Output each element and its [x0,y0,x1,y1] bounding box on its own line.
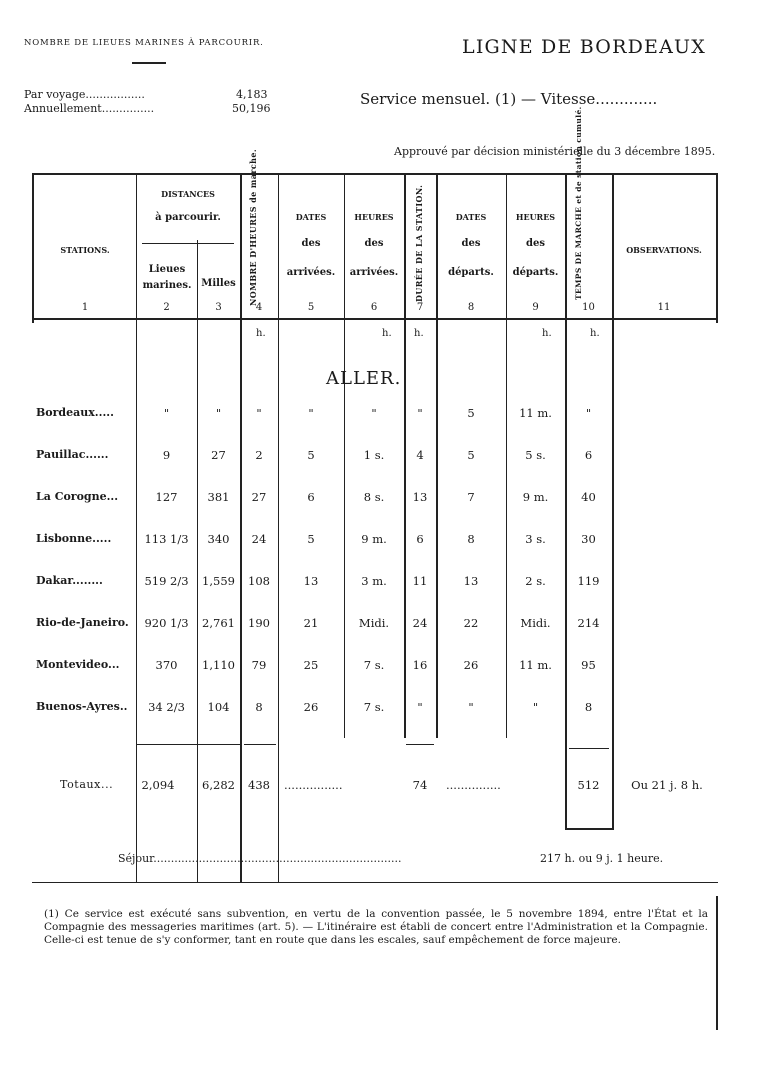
col-heures-departs-line1: HEURES [515,212,556,222]
cell-heures: 79 [251,658,267,672]
col-line-3 [240,173,242,883]
station-name: Pauillac...... [36,448,109,461]
unit-c6: h. [382,328,392,339]
col-line-11 [716,173,718,323]
cell-heure-dep: " [532,700,539,714]
cell-date-dep: 22 [463,616,479,630]
col-dates-departs-line3: départs. [448,267,494,279]
col-heures-departs [506,206,565,287]
cell-milles: 1,110 [202,658,235,672]
unit-c7: h. [414,328,424,339]
totals-duree: 74 [412,778,428,792]
cell-temps: 214 [577,616,600,630]
cell-heure-arr: 9 m. [361,532,387,546]
totals-rule-duree [406,744,434,745]
cell-heure-dep: 5 s. [525,448,546,462]
cell-date-dep: 26 [463,658,479,672]
cell-lieues: 920 1/3 [144,616,189,630]
cell-milles: 2,761 [202,616,235,630]
station-name: La Corogne... [36,490,119,503]
cell-duree: " [417,406,423,420]
cell-date-arr: 25 [303,658,319,672]
cell-heure-arr: 8 s. [363,490,385,504]
col-stations: STATIONS. [60,245,110,255]
unit-c9: h. [542,328,552,339]
section-title-aller: ALLER. [326,368,402,389]
cell-date-arr: " [308,406,314,420]
service-line: Service mensuel. (1) — Vitesse............. [360,90,658,108]
cell-heure-arr: 7 s. [363,658,385,672]
col-lieues: Lieues marines. [142,264,192,291]
col-heures-arrivees-line1: HEURES [354,212,394,222]
totals-rule-heures [244,744,276,745]
heading-rule [132,62,166,64]
footnote: (1) Ce service est exécuté sans subvention, en vertu de la convention passée, le 5 novembre 1894, entre l'État et la Compagnie des messageries maritimes (art. 5). — L'itinéraire est établi de concert entre l'Administration et la Compagnie. Celle-ci est tenue de s'y conformer, tant en route que dans les escales, sauf empêchement de force majeure. [44,908,708,947]
station-name: Buenos-Ayres.. [36,700,128,713]
cell-duree: 11 [412,574,428,588]
cell-heures: 190 [248,616,270,630]
cell-date-dep: 5 [467,448,475,462]
cell-heures: 108 [248,574,270,588]
cell-milles: 27 [211,448,226,462]
cell-date-dep: 7 [467,490,475,504]
page-title: LIGNE DE BORDEAUX [462,36,706,58]
col-num-2: 2 [163,302,170,313]
cell-lieues: " [163,406,170,420]
col-dates-arrivees-line3: arrivées. [286,267,336,279]
cell-date-arr: 26 [303,700,319,714]
col-line-10 [612,173,614,829]
col-heures-arrivees-line3: arrivées. [349,267,399,279]
cell-heure-dep: 9 m. [522,490,549,504]
station-name: Bordeaux..... [36,406,114,419]
cell-temps: 95 [581,658,596,672]
totals-rule-distances [136,744,240,745]
cell-temps: 8 [584,700,593,714]
cell-heures: 8 [255,700,263,714]
cell-heure-arr: 1 s. [363,448,385,462]
cell-temps: 40 [581,490,596,504]
col-nombre-heures: NOMBRE D'HEURES de marche. [248,148,258,306]
footnote-top-rule [32,882,718,883]
approval-line: Approuvé par décision ministérielle du 3 décembre 1895. [394,145,716,158]
sejour-label: Séjour....................................................................... [118,852,402,865]
col-num-9: 9 [532,302,539,313]
cell-heures: 27 [251,490,267,504]
cell-duree: 13 [412,490,428,504]
cell-date-arr: 5 [307,448,315,462]
col-distances-sub: à parcourir. [155,212,221,223]
cell-lieues: 34 2/3 [148,700,185,714]
cell-heures: 2 [255,448,263,462]
cell-duree: 6 [416,532,424,546]
totals-observation: Ou 21 j. 8 h. [631,778,703,792]
cell-duree: 4 [416,448,424,462]
cell-temps: 119 [577,574,600,588]
col-dates-departs-line2: des [461,238,481,250]
col-heures-departs-line3: départs. [512,267,559,279]
col-observations: OBSERVATIONS. [626,245,702,255]
cell-duree: 24 [412,616,428,630]
cell-heure-dep: 3 s. [525,532,546,546]
totals-temps: 512 [577,778,600,792]
cell-temps: 30 [581,532,596,546]
station-name: Lisbonne..... [36,532,112,545]
col-num-6: 6 [370,302,378,313]
cell-duree: 16 [412,658,428,672]
temps-column-bottom [565,828,614,830]
col-dates-arrivees-line2: des [301,238,321,250]
col-milles: Milles [201,278,236,289]
cell-temps: 6 [584,448,593,462]
cell-lieues: 9 [162,448,171,462]
col-num-4: 4 [255,302,263,313]
cell-date-arr: 5 [307,532,315,546]
col-num-11: 11 [657,302,671,313]
col-num-10: 10 [582,302,595,313]
distance-heading: NOMBRE DE LIEUES MARINES À PARCOURIR. [24,38,264,48]
cell-date-dep: " [468,700,474,714]
cell-date-arr: 13 [303,574,319,588]
cell-heure-arr: Midi. [358,616,390,630]
cell-lieues: 113 1/3 [144,532,189,546]
right-margin-rule [716,896,718,1030]
totals-label: Totaux... [60,778,114,791]
cell-milles: 340 [207,532,230,546]
totals-rule-temps [569,748,609,749]
cell-date-dep: 8 [467,532,475,546]
col-dates-arrivees-line1: DATES [295,212,327,222]
distances-brace [142,243,234,244]
col-line-1 [136,173,137,883]
cell-date-arr: 6 [307,490,315,504]
cell-heure-arr: 7 s. [363,700,385,714]
col-num-3: 3 [215,302,222,313]
unit-c10: h. [590,328,600,339]
cell-heure-dep: 2 s. [525,574,546,588]
cell-temps: " [585,406,592,420]
unit-c4: h. [256,328,266,339]
table-top-border [32,173,718,175]
cell-lieues: 519 2/3 [144,574,189,588]
col-heures-arrivees [344,206,404,287]
col-dates-arrivees [278,206,344,287]
col-dates-departs [436,206,506,287]
totals-dots-2: ............... [446,778,501,792]
cell-heures: 24 [251,532,267,546]
totals-dots-1: ................ [284,778,343,792]
cell-lieues: 127 [155,490,178,504]
col-temps-marche: TEMPS DE MARCHE et de station cumulé. [574,106,583,300]
totals-milles: 6,282 [202,778,235,792]
cell-lieues: 370 [155,658,178,672]
cell-date-arr: 21 [303,616,319,630]
cell-milles: " [215,406,222,420]
totals-heures: 438 [248,778,270,792]
cell-heure-dep: Midi. [520,616,551,630]
cell-heure-arr: " [371,406,377,420]
col-num-1: 1 [81,302,89,313]
col-num-8: 8 [467,302,475,313]
distance-annual-value: 50,196 [232,102,271,115]
col-dates-departs-line1: DATES [455,212,487,222]
cell-heures: " [256,406,262,420]
col-heures-arrivees-line2: des [364,238,384,250]
col-num-5: 5 [307,302,315,313]
cell-milles: 1,559 [202,574,235,588]
cell-milles: 381 [207,490,230,504]
cell-heure-dep: 11 m. [519,406,552,420]
station-name: Dakar........ [36,574,103,587]
station-name: Montevideo... [36,658,120,671]
col-duree-station: DURÉE DE LA STATION. [414,184,424,302]
col-heures-departs-line2: des [526,238,545,250]
distance-annual-label: Annuellement............... [24,102,155,115]
totals-lieues: 2,094 [141,778,175,792]
cell-heure-arr: 3 m. [361,574,387,588]
cell-milles: 104 [207,700,230,714]
col-distances: DISTANCES [161,189,215,199]
sejour-value: 217 h. ou 9 j. 1 heure. [540,852,664,865]
table-header-border [32,318,718,320]
cell-heure-dep: 11 m. [519,658,552,672]
station-name: Rio-de-Janeiro. [36,616,129,629]
distance-voyage-value: 4,183 [236,88,268,101]
cell-duree: " [417,700,423,714]
distance-voyage-label: Par voyage................. [24,88,145,101]
cell-date-dep: 13 [463,574,479,588]
col-num-7: 7 [416,302,424,313]
cell-date-dep: 5 [467,406,475,420]
